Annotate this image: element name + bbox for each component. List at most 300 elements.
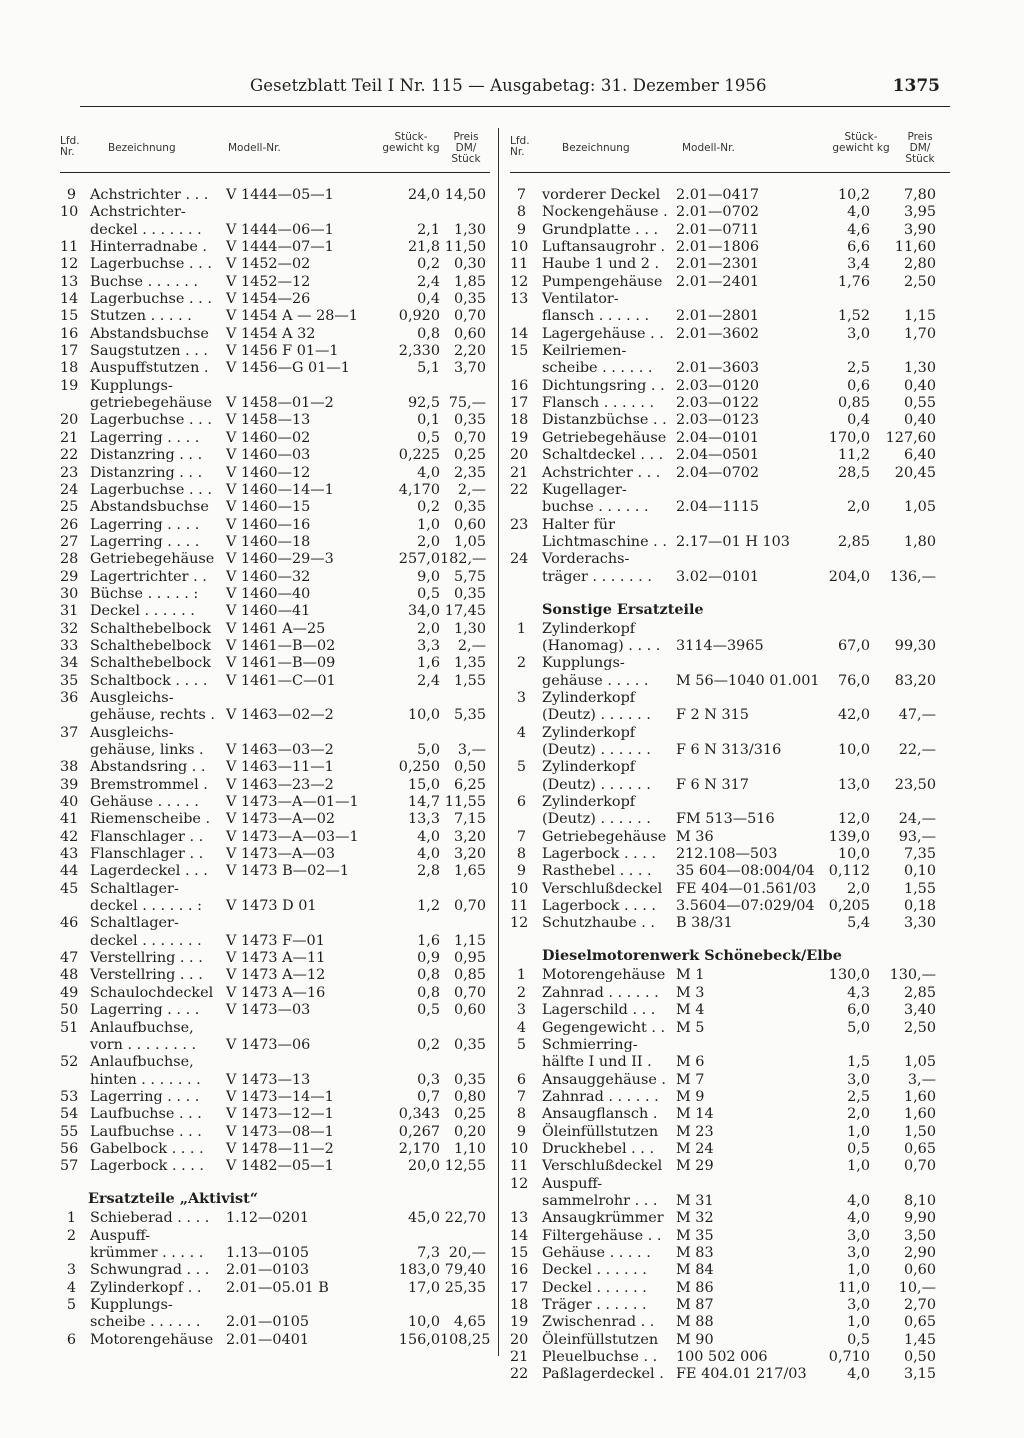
item-name: Zahnrad . . . . . .	[542, 1088, 659, 1105]
model-number: 3114—3965	[676, 637, 764, 654]
model-number: 2.01—2301	[676, 256, 760, 273]
table-row	[60, 759, 490, 776]
header-title: Gesetzblatt Teil I Nr. 115 — Ausgabetag: 31. Dezember 1956	[250, 76, 767, 95]
unit-weight: 2,0	[417, 620, 440, 637]
unit-weight: 4,0	[417, 828, 440, 845]
model-number: 3.02—0101	[676, 568, 760, 585]
table-row	[60, 621, 490, 638]
unit-price: 0,35	[453, 1036, 486, 1053]
table-row	[60, 811, 490, 828]
unit-price: 3,40	[903, 1002, 936, 1019]
unit-weight: 5,0	[417, 742, 440, 758]
unit-weight: 0,5	[417, 1002, 440, 1019]
item-number: 11	[510, 898, 529, 915]
table-row	[510, 465, 950, 482]
unit-price: 22,—	[898, 742, 936, 758]
model-number: V 1463—02—2	[226, 707, 334, 724]
item-number: 50	[60, 1002, 79, 1019]
table-header	[60, 130, 490, 173]
unit-weight: 10,0	[407, 707, 440, 724]
item-name: deckel . . . . . . .	[90, 221, 202, 238]
unit-weight: 0,5	[847, 1140, 870, 1157]
unit-weight: 0,8	[417, 325, 440, 342]
model-number: V 1456—G 01—1	[226, 360, 350, 377]
item-number: 22	[60, 447, 79, 464]
item-number: 17	[60, 343, 79, 360]
unit-price: 0,55	[903, 395, 936, 412]
column-divider	[498, 128, 499, 1356]
table-row	[510, 915, 950, 932]
item-name: Abstandsbuchse	[90, 499, 209, 516]
item-number: 3	[516, 1002, 526, 1019]
table-row	[60, 482, 490, 499]
item-name: Ausgleichs-	[90, 724, 174, 741]
item-number: 26	[60, 516, 79, 533]
table-row	[510, 794, 950, 811]
col-header-modell: Modell-Nr.	[228, 142, 281, 154]
unit-weight: 12,0	[837, 811, 870, 828]
col-header-preis: Preis DM/ Stück	[451, 131, 481, 165]
item-name: Verstellring . . .	[90, 950, 203, 967]
unit-weight: 0,8	[417, 967, 440, 984]
model-number: V 1482—05—1	[226, 1158, 334, 1175]
unit-weight: 0,7	[417, 1088, 440, 1105]
unit-price: 22,70	[444, 1210, 486, 1227]
unit-price: 108,25	[440, 1331, 491, 1348]
item-name: Zwischenrad . .	[542, 1314, 655, 1331]
item-number: 15	[510, 1244, 529, 1261]
table-row	[510, 742, 950, 759]
unit-price: 1,45	[903, 1331, 936, 1348]
table-row	[60, 1037, 490, 1054]
unit-weight: 0,205	[828, 898, 870, 915]
table-row	[510, 846, 950, 863]
item-name: Distanzring . . .	[90, 464, 203, 481]
unit-price: 9,90	[903, 1210, 936, 1227]
model-number: 100 502 006	[676, 1349, 768, 1366]
item-number: 45	[60, 880, 79, 897]
item-name: Riemenscheibe .	[90, 811, 211, 828]
model-number: M 32	[676, 1210, 714, 1227]
model-number: B 38/31	[676, 915, 733, 932]
table-row	[60, 846, 490, 863]
item-name: Lagerbuchse . . .	[90, 412, 212, 429]
item-number: 55	[60, 1123, 79, 1140]
unit-price: 0,85	[453, 967, 486, 984]
model-number: V 1473 D 01	[226, 898, 317, 915]
unit-price: 1,65	[453, 863, 486, 880]
item-number: 11	[510, 256, 529, 273]
table-row	[60, 256, 490, 273]
unit-weight: 4,170	[398, 481, 440, 498]
table-row	[60, 898, 490, 915]
item-name: Druckhebel . . .	[542, 1140, 655, 1157]
table-row	[510, 222, 950, 239]
table-row	[60, 1124, 490, 1141]
unit-weight: 5,4	[847, 915, 870, 932]
unit-weight: 4,0	[847, 204, 870, 221]
table-row	[510, 1037, 950, 1054]
unit-weight: 3,0	[847, 325, 870, 342]
unit-price: 1,05	[453, 533, 486, 550]
unit-price: 83,20	[894, 672, 936, 689]
table-row	[510, 343, 950, 360]
table-row	[510, 256, 950, 273]
table-row	[60, 777, 490, 794]
unit-price: 5,35	[453, 707, 486, 724]
model-number: V 1460—03	[226, 447, 311, 464]
item-name: Deckel . . . . . .	[542, 1262, 647, 1279]
unit-weight: 2,85	[837, 533, 870, 550]
table-row	[510, 1054, 950, 1071]
unit-weight: 0,4	[847, 412, 870, 429]
unit-weight: 1,6	[417, 932, 440, 949]
table-row	[60, 308, 490, 325]
item-number: 9	[66, 187, 76, 203]
table-row	[510, 534, 950, 551]
unit-weight: 6,0	[847, 1002, 870, 1019]
parts-list-right	[510, 187, 950, 1384]
item-name: flansch . . . . . .	[542, 308, 650, 325]
unit-price: 99,30	[894, 637, 936, 654]
table-row	[510, 863, 950, 880]
unit-weight: 3,0	[847, 1227, 870, 1244]
model-number: M 4	[676, 1002, 705, 1019]
item-number: 1	[516, 620, 526, 637]
item-name: scheibe . . . . . .	[542, 360, 653, 377]
item-name: Schaulochdeckel	[90, 984, 214, 1001]
model-number: 2.01—1806	[676, 239, 760, 256]
item-number: 54	[60, 1106, 79, 1123]
unit-price: 7,15	[453, 811, 486, 828]
item-number: 10	[510, 239, 529, 256]
item-number: 6	[66, 1331, 76, 1348]
model-number: V 1473—03	[226, 1002, 311, 1019]
item-number: 8	[516, 204, 526, 221]
model-number: 2.04—0501	[676, 447, 760, 464]
item-number: 38	[60, 759, 79, 776]
item-name: Zylinderkopf . .	[90, 1279, 202, 1296]
model-number: 2.01—0417	[676, 187, 760, 203]
model-number: M 9	[676, 1088, 705, 1105]
model-number: V 1452—12	[226, 273, 311, 290]
unit-weight: 4,0	[847, 1366, 870, 1383]
table-row	[60, 326, 490, 343]
unit-price: 3,—	[907, 1071, 936, 1088]
unit-weight: 10,0	[407, 1314, 440, 1331]
model-number: M 56—1040 01.001	[676, 672, 820, 689]
item-name: Bremstrommel .	[90, 776, 208, 793]
unit-price: 20,45	[894, 464, 936, 481]
model-number: V 1460—18	[226, 533, 311, 550]
unit-weight: 1,0	[847, 1158, 870, 1175]
table-row	[60, 933, 490, 950]
table-row	[510, 1245, 950, 1262]
unit-price: 0,60	[453, 1002, 486, 1019]
model-number: 2.01—0103	[226, 1262, 310, 1279]
model-number: V 1458—01—2	[226, 395, 334, 412]
item-number: 43	[60, 846, 79, 863]
unit-weight: 92,5	[407, 395, 440, 412]
item-name: Lagertrichter . .	[90, 568, 207, 585]
model-number: M 24	[676, 1140, 714, 1157]
item-name: Laufbuchse . . .	[90, 1106, 202, 1123]
unit-weight: 6,6	[847, 239, 870, 256]
table-row	[510, 430, 950, 447]
section-title: Dieselmotorenwerk Schönebeck/Elbe	[542, 947, 842, 965]
item-name: Dichtungsring . .	[542, 377, 665, 394]
item-name: Öleinfüllstutzen	[542, 1123, 659, 1140]
item-number: 5	[516, 759, 526, 776]
item-name: Zylinderkopf	[542, 620, 636, 637]
unit-price: 1,30	[453, 221, 486, 238]
model-number: 35 604—08:004/04	[676, 863, 815, 880]
model-number: 2.01—0105	[226, 1314, 310, 1331]
table-row	[510, 360, 950, 377]
table-row	[510, 395, 950, 412]
model-number: 2.01—3603	[676, 360, 760, 377]
item-name: Distanzbüchse . .	[542, 412, 667, 429]
unit-weight: 0,5	[417, 585, 440, 602]
table-row	[60, 395, 490, 412]
model-number: 212.108—503	[676, 846, 778, 863]
item-name: Anlaufbuchse,	[90, 1019, 194, 1036]
unit-price: 2,85	[903, 984, 936, 1001]
item-number: 31	[60, 603, 79, 620]
item-name: Zahnrad . . . . . .	[542, 984, 659, 1001]
model-number: 2.04—0101	[676, 429, 760, 446]
item-name: Achstrichter . . .	[542, 464, 661, 481]
col-header-modell: Modell-Nr.	[682, 142, 735, 154]
table-row	[510, 1020, 950, 1037]
item-number: 6	[516, 794, 526, 811]
table-row	[60, 985, 490, 1002]
unit-price: 0,70	[453, 984, 486, 1001]
item-number: 15	[510, 343, 529, 360]
right-column	[510, 130, 950, 1384]
unit-price: 136,—	[889, 568, 936, 585]
item-number: 5	[66, 1297, 76, 1313]
model-number: 2.01—0711	[676, 221, 760, 238]
item-number: 9	[516, 1123, 526, 1140]
item-name: Schwungrad . . .	[90, 1262, 210, 1279]
table-row	[60, 707, 490, 724]
unit-weight: 5,1	[417, 360, 440, 377]
model-number: 2.04—1115	[676, 499, 760, 516]
table-row	[60, 465, 490, 482]
unit-weight: 11,2	[837, 447, 870, 464]
unit-weight: 2,170	[398, 1140, 440, 1157]
item-name: Nockengehäuse .	[542, 204, 668, 221]
unit-price: 7,35	[903, 846, 936, 863]
item-name: Abstandsring . .	[90, 759, 206, 776]
unit-price: 11,50	[444, 239, 486, 256]
table-row	[510, 1280, 950, 1297]
unit-weight: 1,0	[417, 516, 440, 533]
model-number: 2.01—0702	[676, 204, 760, 221]
table-row	[60, 534, 490, 551]
table-row	[60, 829, 490, 846]
model-number: V 1473—06	[226, 1036, 311, 1053]
model-number: M 29	[676, 1158, 714, 1175]
unit-price: 3,70	[453, 360, 486, 377]
item-number: 3	[66, 1262, 76, 1279]
item-number: 37	[60, 724, 79, 741]
table-header	[510, 130, 950, 173]
model-number: FM 513—516	[676, 811, 775, 828]
unit-weight: 0,225	[398, 447, 440, 464]
model-number: M 7	[676, 1071, 705, 1088]
table-row	[510, 1314, 950, 1331]
table-row	[510, 551, 950, 568]
unit-price: 24,—	[898, 811, 936, 828]
model-number: 3.5604—07:029/04	[676, 898, 815, 915]
unit-weight: 21,8	[407, 239, 440, 256]
item-number: 14	[60, 291, 79, 308]
item-number: 7	[516, 828, 526, 845]
table-row	[510, 1262, 950, 1279]
model-number: 2.03—0120	[676, 377, 760, 394]
item-name: Kupplungs-	[542, 655, 625, 672]
unit-weight: 204,0	[828, 568, 870, 585]
item-name: Lagergehäuse . .	[542, 325, 664, 342]
table-row	[60, 725, 490, 742]
item-number: 9	[516, 221, 526, 238]
model-number: 2.03—0122	[676, 395, 760, 412]
table-row	[60, 1280, 490, 1297]
item-number: 24	[60, 481, 79, 498]
table-row	[60, 291, 490, 308]
item-number: 56	[60, 1140, 79, 1157]
model-number: V 1460—32	[226, 568, 311, 585]
table-row	[60, 794, 490, 811]
item-name: Lagerbock . . . .	[542, 846, 656, 863]
table-row	[510, 1089, 950, 1106]
section-heading	[60, 1176, 490, 1211]
item-number: 16	[60, 325, 79, 342]
table-row	[510, 1124, 950, 1141]
unit-price: 3,20	[453, 828, 486, 845]
unit-price: 0,60	[453, 325, 486, 342]
unit-weight: 0,112	[828, 863, 870, 880]
item-name: Pumpengehäuse	[542, 273, 663, 290]
item-number: 23	[510, 516, 529, 533]
item-name: Ansaugflansch .	[542, 1106, 658, 1123]
item-number: 17	[510, 395, 529, 412]
item-number: 8	[516, 846, 526, 863]
table-row	[60, 586, 490, 603]
item-number: 22	[510, 481, 529, 498]
unit-price: 0,70	[453, 429, 486, 446]
model-number: M 87	[676, 1297, 714, 1313]
item-number: 34	[60, 655, 79, 672]
table-row	[60, 204, 490, 221]
model-number: V 1444—05—1	[226, 187, 334, 203]
table-row	[60, 360, 490, 377]
item-number: 27	[60, 533, 79, 550]
table-row	[60, 187, 490, 204]
item-name: Ventilator-	[542, 291, 619, 308]
unit-price: 79,40	[444, 1262, 486, 1279]
item-name: Motorengehäuse	[90, 1331, 214, 1348]
item-number: 2	[516, 984, 526, 1001]
item-name: Saugstutzen . . .	[90, 343, 208, 360]
unit-weight: 2,1	[417, 221, 440, 238]
item-number: 14	[510, 1227, 529, 1244]
table-row	[510, 378, 950, 395]
item-name: Getriebegehäuse	[90, 551, 215, 568]
unit-weight: 2,4	[417, 273, 440, 290]
unit-price: 0,40	[903, 412, 936, 429]
table-row	[60, 569, 490, 586]
item-name: gehäuse, rechts .	[90, 707, 215, 724]
table-row	[60, 690, 490, 707]
unit-price: 3,95	[903, 204, 936, 221]
table-row	[510, 638, 950, 655]
unit-weight: 2,5	[847, 1088, 870, 1105]
item-name: Öleinfüllstutzen	[542, 1331, 659, 1348]
model-number: M 90	[676, 1331, 714, 1348]
unit-price: 0,60	[453, 516, 486, 533]
unit-weight: 3,0	[847, 1297, 870, 1313]
col-header-lfd: Lfd. Nr.	[60, 135, 80, 158]
unit-weight: 1,52	[837, 308, 870, 325]
unit-weight: 4,3	[847, 984, 870, 1001]
table-row	[60, 1314, 490, 1331]
model-number: 2.17—01 H 103	[676, 533, 790, 550]
model-number: 1.12—0201	[226, 1210, 310, 1227]
item-name: Stutzen . . . . .	[90, 308, 192, 325]
table-row	[510, 569, 950, 586]
unit-price: 2,—	[457, 637, 486, 654]
table-row	[60, 863, 490, 880]
unit-weight: 0,250	[398, 759, 440, 776]
unit-weight: 0,5	[417, 429, 440, 446]
unit-weight: 0,8	[417, 984, 440, 1001]
table-row	[60, 915, 490, 932]
model-number: V 1444—06—1	[226, 221, 334, 238]
item-name: sammelrohr . . .	[542, 1192, 658, 1209]
unit-weight: 183,0	[398, 1262, 440, 1279]
model-number: V 1478—11—2	[226, 1140, 334, 1157]
item-name: Achstrichter-	[90, 204, 186, 221]
model-number: V 1461—B—02	[226, 637, 336, 654]
unit-weight: 2,0	[847, 499, 870, 516]
unit-weight: 1,0	[847, 1123, 870, 1140]
unit-price: 0,50	[903, 1349, 936, 1366]
unit-price: 0,50	[453, 759, 486, 776]
unit-price: 0,20	[453, 1123, 486, 1140]
model-number: M 31	[676, 1192, 714, 1209]
item-name: (Deutz) . . . . . .	[542, 707, 651, 724]
unit-weight: 76,0	[837, 672, 870, 689]
unit-price: 17,45	[444, 603, 486, 620]
item-name: Gabelbock . . . .	[90, 1140, 204, 1157]
table-row	[60, 1106, 490, 1123]
item-number: 20	[510, 1331, 529, 1348]
item-number: 33	[60, 637, 79, 654]
unit-price: 130,—	[889, 967, 936, 984]
item-name: Zylinderkopf	[542, 724, 636, 741]
model-number: V 1456 F 01—1	[226, 343, 339, 360]
model-number: M 88	[676, 1314, 714, 1331]
table-row	[510, 517, 950, 534]
table-row	[60, 517, 490, 534]
item-name: Schaltlager-	[90, 880, 179, 897]
item-name: Büchse . . . . . :	[90, 585, 199, 602]
unit-price: 0,65	[903, 1314, 936, 1331]
unit-price: 6,25	[453, 776, 486, 793]
